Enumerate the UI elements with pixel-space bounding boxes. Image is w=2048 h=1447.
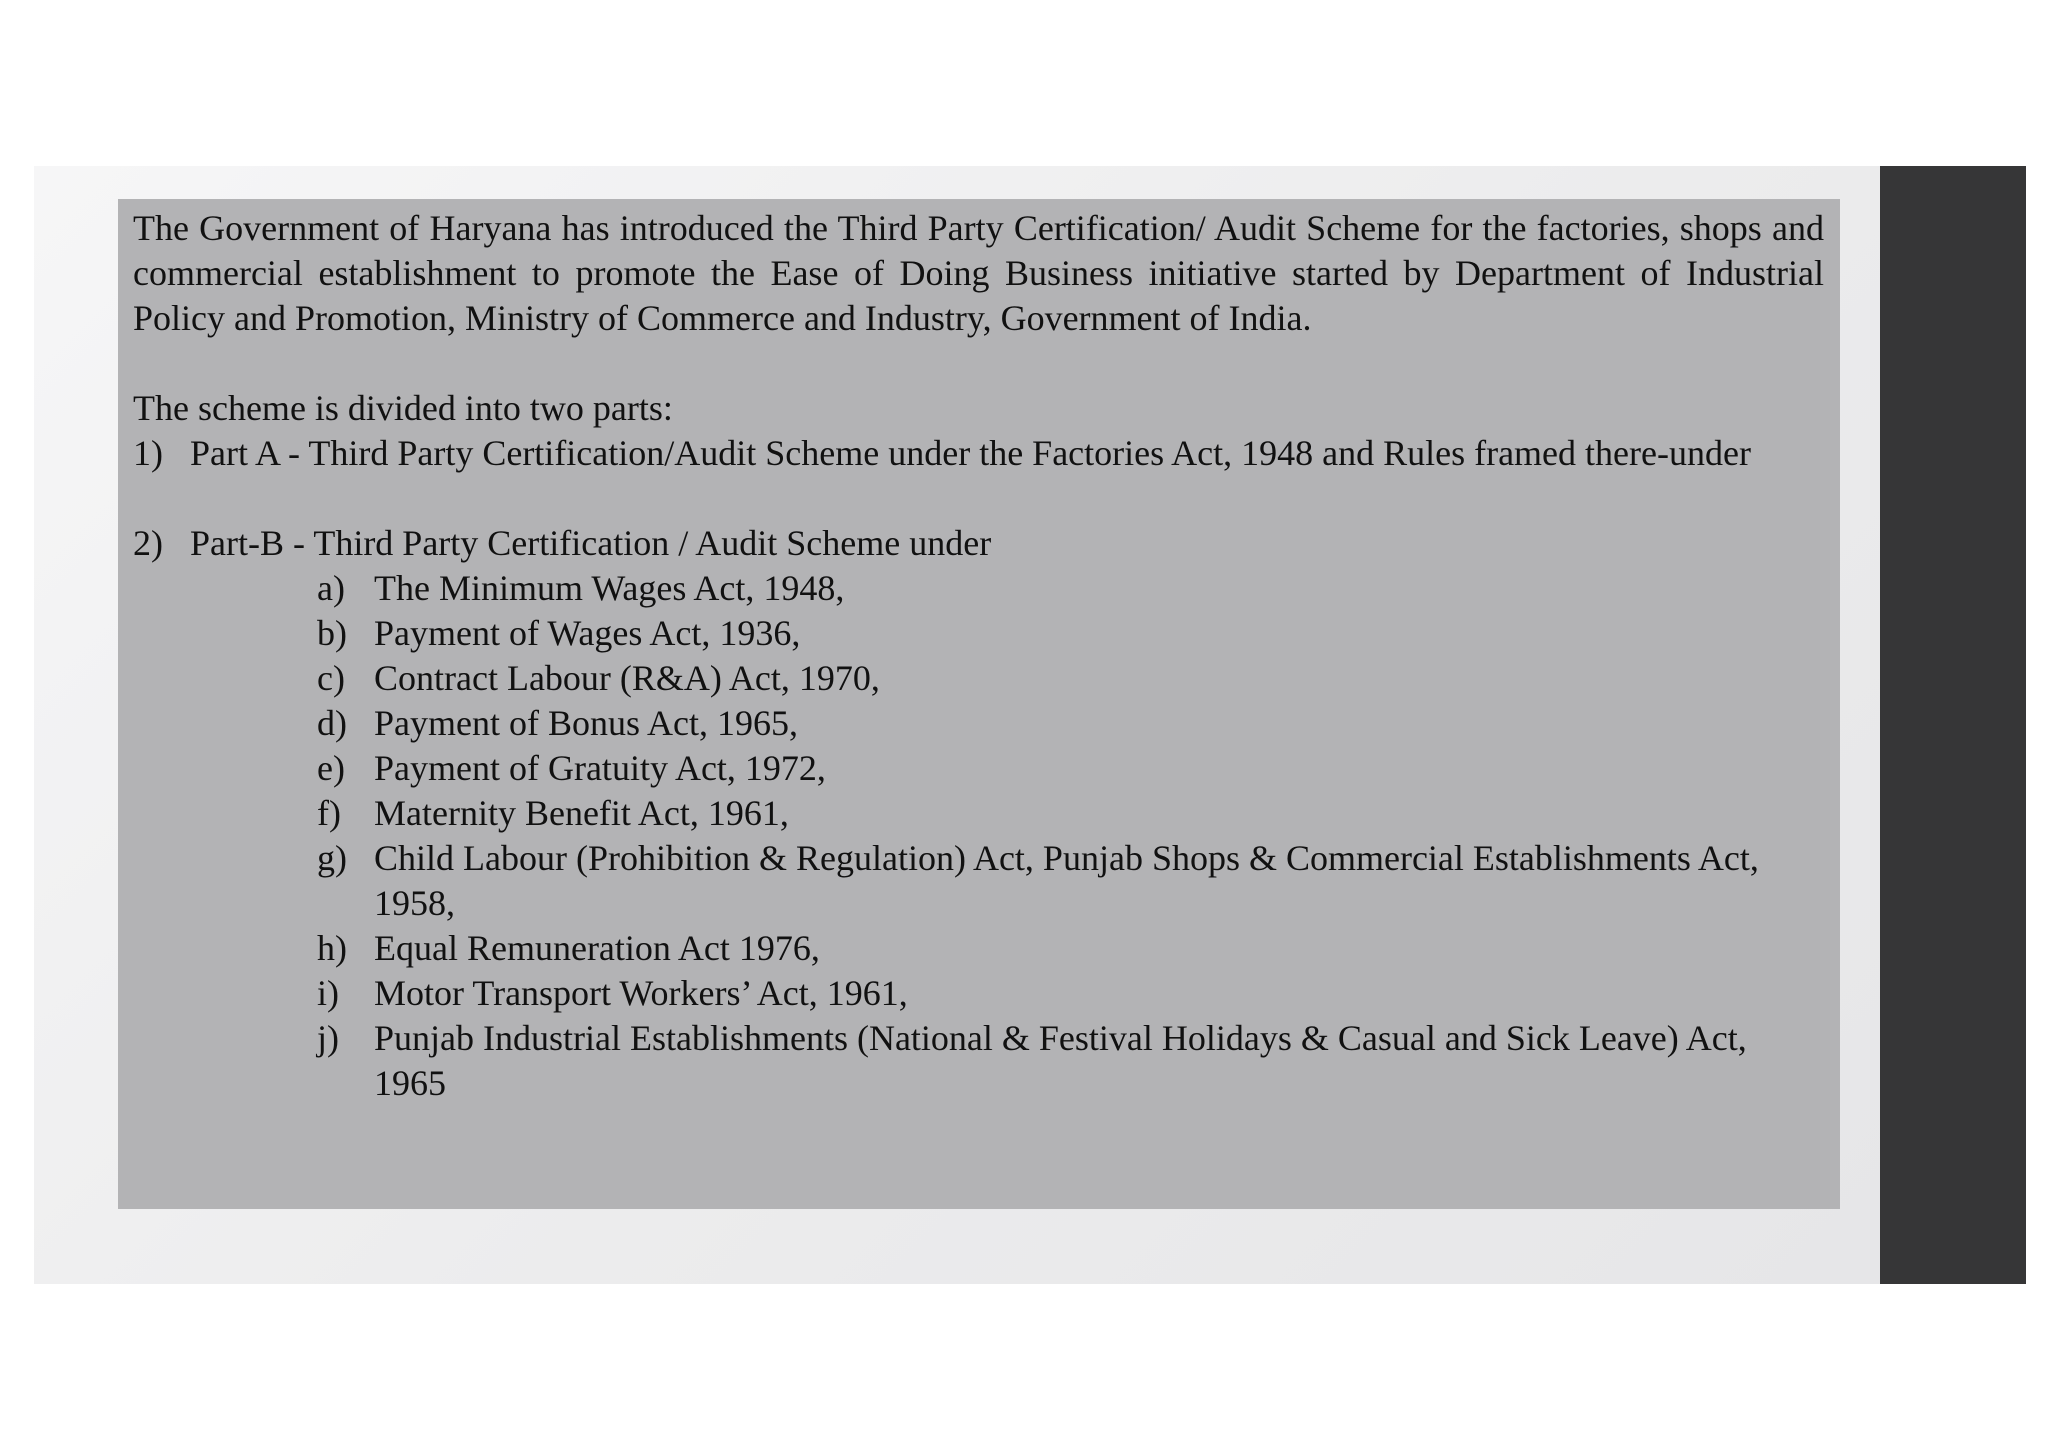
act-marker: i) — [317, 973, 339, 1013]
intro-paragraph: The Government of Haryana has introduced the Third Party Certification/ Audit Scheme for the factories, shops and commercial establishment to promote the Ease of Doing Business initiative started by Department of Industrial Policy and Promotion, Ministry of Commerce and Industry, Government of India. — [133, 208, 1824, 338]
part-a-marker: 1) — [133, 433, 163, 473]
part-b-text: Part-B - Third Party Certification / Audit Scheme under — [190, 523, 992, 563]
act-text: Child Labour (Prohibition & Regulation) Act, Punjab Shops & Commercial Establishments Act, 1958, — [374, 838, 1759, 923]
act-text: Contract Labour (R&A) Act, 1970, — [374, 658, 880, 698]
act-marker: h) — [317, 928, 347, 968]
act-list-item — [133, 566, 1824, 611]
act-text: Payment of Bonus Act, 1965, — [374, 703, 798, 743]
act-marker: b) — [317, 613, 347, 653]
act-marker: f) — [317, 793, 341, 833]
act-text: Payment of Gratuity Act, 1972, — [374, 748, 826, 788]
act-marker: d) — [317, 703, 347, 743]
act-text: Motor Transport Workers’ Act, 1961, — [374, 973, 908, 1013]
act-text: Maternity Benefit Act, 1961, — [374, 793, 789, 833]
paragraph-spacer — [133, 476, 1824, 521]
act-text: Payment of Wages Act, 1936, — [374, 613, 801, 653]
act-text: The Minimum Wages Act, 1948, — [374, 568, 845, 608]
act-list-item — [133, 746, 1824, 791]
act-list-item — [133, 926, 1824, 971]
act-text: Punjab Industrial Establishments (National & Festival Holidays & Casual and Sick Leave) Act, 1965 — [374, 1018, 1747, 1103]
paragraph-spacer — [133, 341, 1824, 386]
act-list-item — [133, 656, 1824, 701]
act-marker: g) — [317, 838, 347, 878]
part-b-marker: 2) — [133, 523, 163, 563]
act-list-item — [133, 1016, 1824, 1106]
act-list-item — [133, 971, 1824, 1016]
act-list-item — [133, 701, 1824, 746]
act-marker: e) — [317, 748, 345, 788]
act-list-item — [133, 611, 1824, 656]
part-a-text: Part A - Third Party Certification/Audit Scheme under the Factories Act, 1948 and Rules framed there-under — [190, 433, 1751, 473]
scheme-lead-text: The scheme is divided into two parts: — [133, 388, 673, 428]
act-list-item — [133, 791, 1824, 836]
act-text: Equal Remuneration Act 1976, — [374, 928, 820, 968]
part-b-act-list — [133, 566, 1824, 1106]
part-b-item — [133, 521, 1824, 566]
act-marker: a) — [317, 568, 345, 608]
part-a-item — [133, 431, 1824, 476]
act-marker: c) — [317, 658, 345, 698]
content-text-box — [118, 199, 1840, 1209]
side-accent-bar — [1880, 166, 2026, 1284]
act-marker: j) — [317, 1018, 339, 1058]
act-list-item — [133, 836, 1824, 926]
